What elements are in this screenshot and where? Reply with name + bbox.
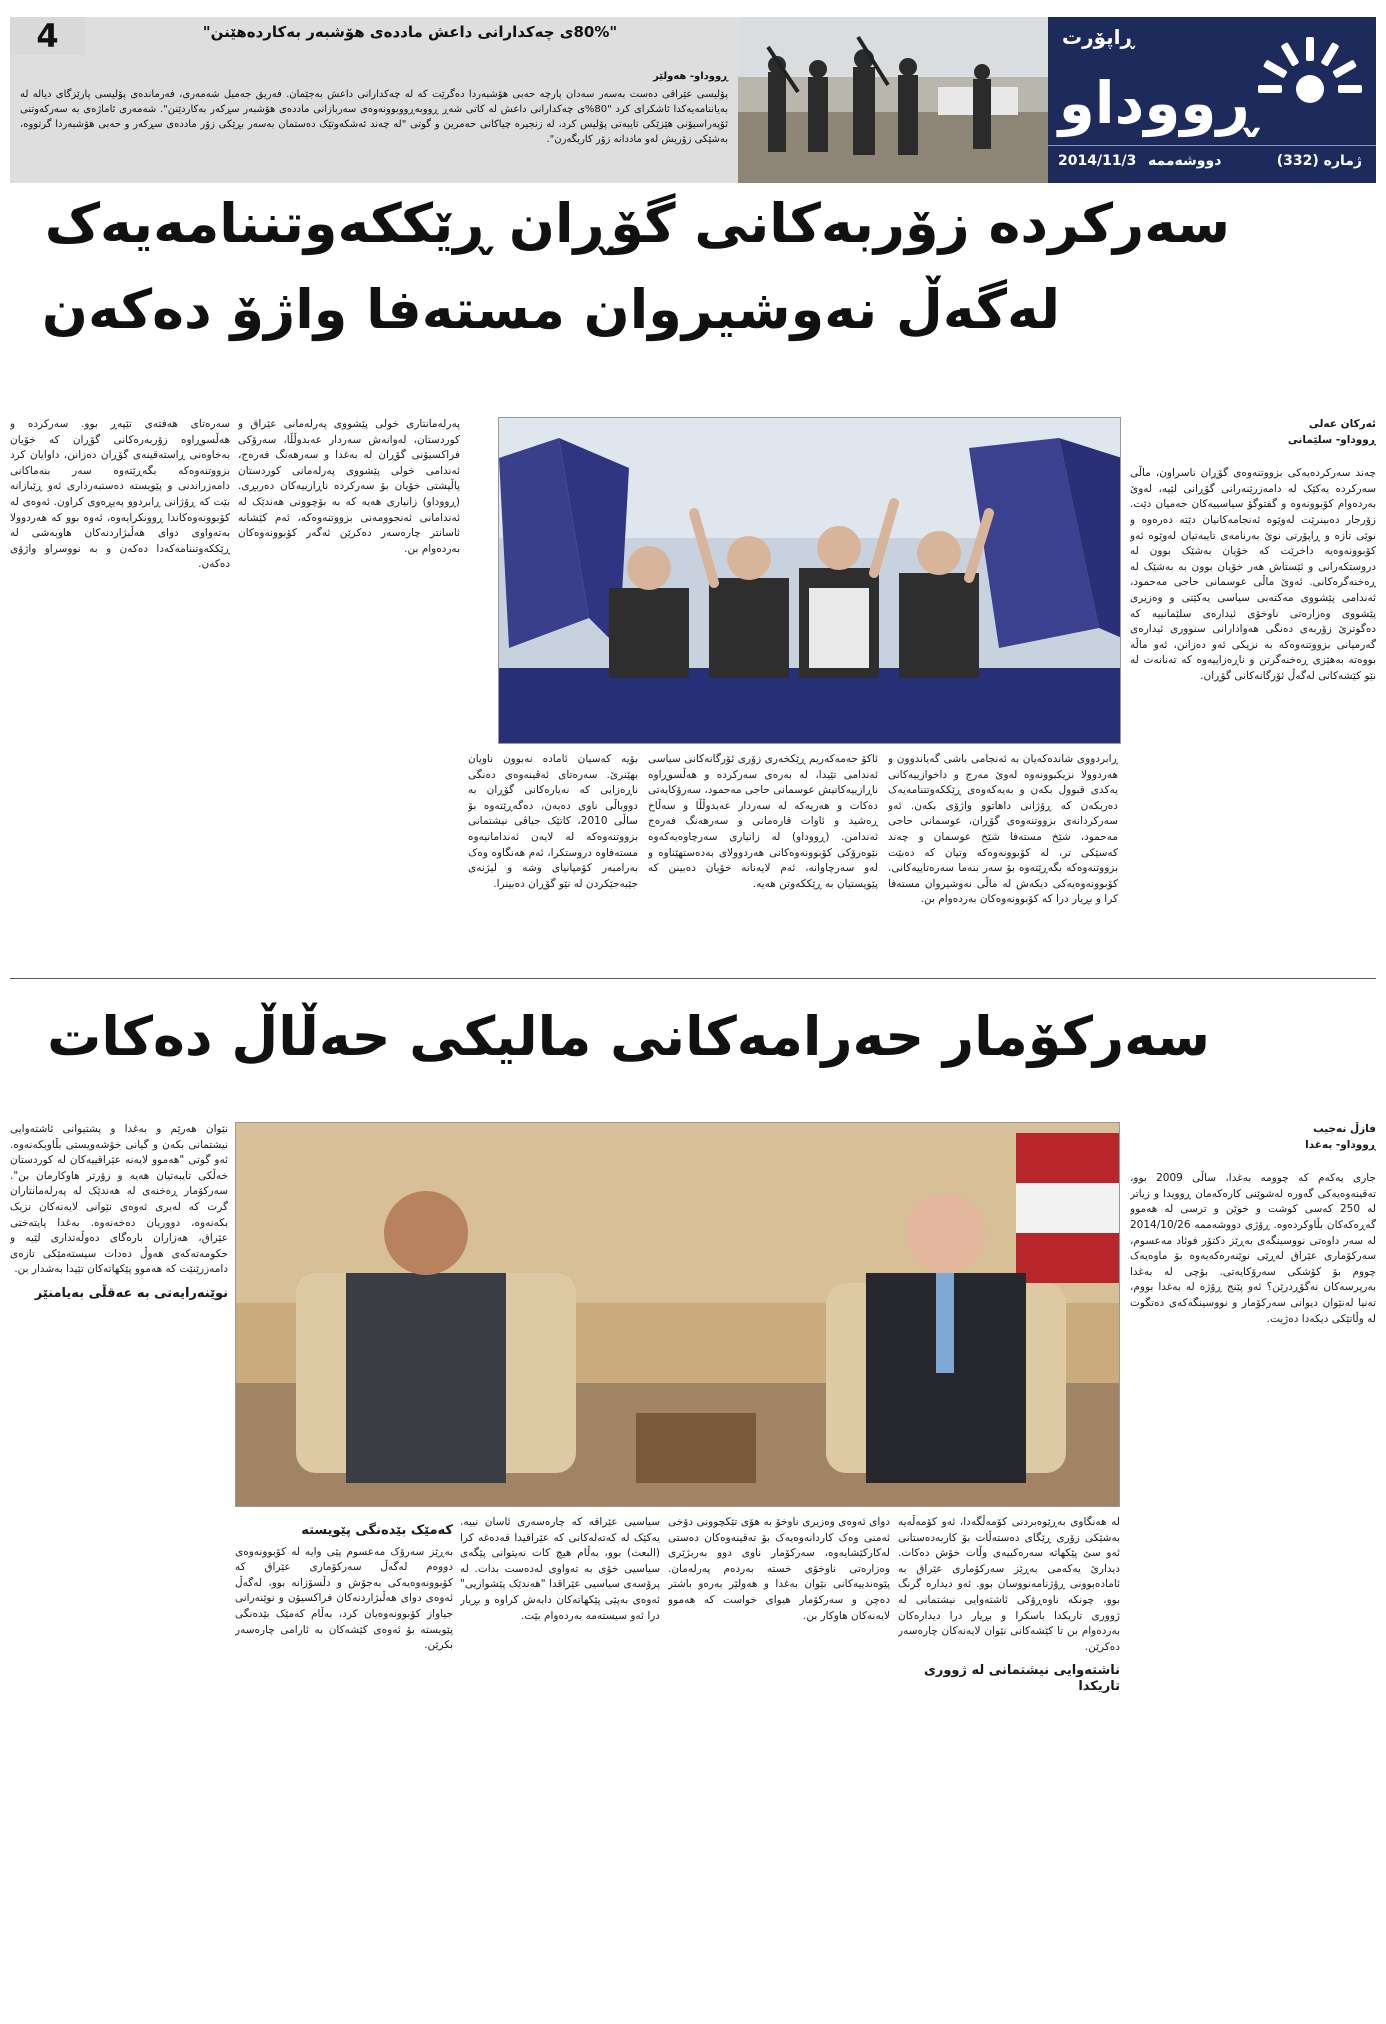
- story-divider: [10, 978, 1376, 979]
- story2-photo-meeting: [235, 1122, 1120, 1507]
- story1-col2-text: ڕابردووی شاندەکەیان بە ئەنجامی باشی گەیاندوون و هەردوولا نزیکبوونەوە لەوێ مەرج و داخوازییەکانی یەکدی قبوول بکەن و بەیەکەوەی ڕێککەوتننامەیەک دەربکەن کە ڕۆژانی داهاتوو واژۆی بکەن. ئەو سەرکردانەی بزووتنەوەی گۆڕان، عوسمانی حاجی مەحمود، شێخ مستەفا شێخ عوسمان و چەند کەسێکی تر، لە کۆبوونەوەکە وتیان کە دەبێت بزووتنەوەکە بگەڕێتەوە بۆ سەر بنەما سەرەتاییەکانی. کۆبوونەوەیەکی دیکەش لە ماڵی نەوشیروان مستەفا کرا و بڕیار درا کە کۆبوونەوەکان بەردەوام بن.: [888, 753, 1118, 906]
- story1-column-5: [238, 417, 460, 947]
- story1-col5-text: پەرلەمانتاری خولی پێشووی پەرلەمانی عێراق و کوردستان، لەوانەش سەردار عەبدوڵڵا، سەرۆکی فراکسیۆنی گۆڕان لە بەغدا و سەرهەنگ فەرەج، ئەندامی خولی پێشووی پەرلەمانی کوردستان پاڵپشتی خۆیان بۆ سەرکردە ناڕازییەکان دەربڕی. (ڕووداو) زانیاری هەیە کە بە بۆچوونی هەندێک لە ئەندامانی ئەنجوومەنی بزووتنەوەکە، ئەم کێشانە ئاسانتر چارەسەر دەکرێن ئەگەر کۆبوونەوەکان بەردەوام بن.: [238, 418, 460, 555]
- story2-col2-text: لە هەنگاوی بەڕێوەبردنی کۆمەڵگەدا، ئەو کۆمەڵەیە بەشێکی زۆری ڕێگای دەستەڵات بۆ کاربەدەستانی ئەو سێ پێکهاتە سەرەکییەی وڵات خۆش دەکات. دیدارێ یەکەمی بەڕێز سەرکۆماری عێراق بە ئامادەبوونی ڕۆژنامەنووسان بوو. ئەو دیدارە گرنگ بوو، چونکە ناوەڕۆکی ئاشتەوایی نیشتمانی لە ژووری تاریکدا باسکرا و بڕیار درا دیدارەکان بەردەوام بن تا کێشەکانی نێوان لایەنەکان چارەسەر دەکرێن.: [898, 1516, 1120, 1653]
- story1-col6-text: سەرەتای هەفتەی تێپەڕ بوو. سەرکردە و هەڵسوڕاوە زۆربەرەکانی گۆڕان کە خۆیان بەخاوەنی ڕاستەقینەی گۆڕان دەزانن، داوایان کرد بزووتنەوەکە بگەڕێتەوە سەر بنەماکانی دامەزراندنی و پێویستە دەستبەرداری ئەو ڕێبازانە بێت کە ڕۆژانی ڕابردوو پەیڕەوی کراون. ئەوەی لە کۆبوونەوەکاندا ڕوونکرایەوە، ئەوە بوو کە هەردوولا بەتەواوی دوای هەڵبژاردنەکان هاوبەشی لە ڕێککەوتننامەکەدا دەکەن و بە نووسراو واژۆی دەکەن.: [10, 418, 230, 571]
- story2-headline: سەرکۆمار حەرامەکانی مالیکی حەڵاڵ دەکات: [47, 1005, 1210, 1068]
- story2-subhead-silence: کەمێک بێدەنگی پێویستە: [301, 1523, 453, 1538]
- story1-column-6: [10, 417, 230, 947]
- story1-byline-author: ئەرکان عەلی: [1308, 418, 1376, 430]
- teaser-title: "80%ی چەکدارانی داعش ماددەی هۆشبەر بەکاردەهێنن": [202, 23, 618, 41]
- story2-col6-text: نێوان هەرێم و بەغدا و پشتیوانی ئاشتەوایی نیشتمانی بکەن و گیانی خۆشەویستی بڵاوبکەنەوە. ئەو گوتی "هەموو لایەنە عێراقییەکان لە کوردستان خەڵکی تایبەتیان هەیە و زۆرتر هاوکارمان بن". سەرکۆمار ڕەخنەی لە هەندێک لە پەرلەمانتاران گرت کە لەبری ئەوەی نێوانی لایەنەکان نزیک بکەنەوە، دووریان دەخەنەوە. بەغدا پایتەختی عێراق، هەزاران بارەگای دەوڵەتداری لێیە و حکومەتەکەی هەوڵ دەدات سیستەمێکی تازەی دامەزرێنێت کە هەموو پێکهاتەکان تێیدا بەشدار بن.: [10, 1123, 228, 1276]
- story1-column-4: [468, 752, 638, 947]
- story2-subhead-representation: نوێنەرایەتی بە عەقڵی بەیامنێر: [34, 1285, 228, 1301]
- story1-column-3: [648, 752, 878, 947]
- story2-column-5: [235, 1515, 453, 2015]
- story1-col4-text: بۆیە کەسیان ئامادە نەبوون ناویان بهێنرێ. سەرەتای ئەڤینەوەی دەنگی ناڕەزایی کە نەیارەکانی گۆڕان بە دووباڵی ناوی دەبەن، دەگەڕێتەوە بۆ ساڵی 2010، کاتێک جیاڤی نیشتمانی بزووتنەوەکە لە لایەن ئەندامانیەوە مستەفاوە دروستکرا، ئەم هەنگاوە وەک بەرامبەر کۆمپانیای وشە و لیژنەی جێبەجێکردن لە نێو گۆڕان دەبینرا.: [468, 753, 638, 890]
- story1-col1-text: چەند سەرکردەیەکی بزووتنەوەی گۆڕان ناسراون، ماڵی سەرکردە یەکێک لە دامەزرێنەرانی گۆڕانی لێیە، لەوێ بەردەوام کۆبوونەوە و گفتوگۆ سیاسییەکان جەمیان دێت. زۆرجار دەبینرێت لەوێوە ئەنجامەکانیان دێتە دەرەوە و نوێی تازە و ڕاپۆرتی نوێ بەرنامەی تایبەتیان لەوێوە ئەو کۆبوونەوەیە داخرێت کە خۆیان بەشێک بوون لە دروستکەرانی و ئێستاش هەر خۆیان بوون بە بەشێک لە ڕەخنەگرەکانی. ئەوێ ماڵی عوسمانی حاجی مەحمود، ئەندامی پێشووی مەکتەبی سیاسی یەکێتی و وەزیری پێشووی وەزارەتی ناوخۆی ئیدارەی سلێمانییە کە دەگوترێ زۆربەی دەنگی هەوادارانی سنووری ئیدارەی گەرمیانی بزووتنەوەکە بە نزیکی ئەو دەزانن، ئەو ماڵە بووەتە بەهێزی ڕەخنەگرتن و ناڕەزاییەوە کە تەنانەت لە نێو کێشەکانی لەگەڵ ئۆرگانەکانی گۆڕان.: [1130, 467, 1376, 682]
- story2-col5-text: بەڕێز سەرۆک مەعسوم پێی وایە لە کۆبوونەوەی دووەم لەگەڵ سەرکۆماری عێراق کە کۆبوونەوەیەکی بەجۆش و دڵسۆزانە بوو، لەگەڵ ئەوەی دوای هەڵبژاردنەکان فراکسیۆن و نوێنەرانی جیاواز کۆبوونەوەیان کرد، بەڵام کەمێک بێدەنگی پێویستە بۆ ئەوەی کێشەکان بە ئارامی چارەسەر بکرێن.: [235, 1545, 453, 1652]
- story1-byline-place: ڕووداو- سلێمانی: [1287, 433, 1376, 446]
- story2-subhead-reconciliation: ناشتەوایی نیشتمانی لە ژووری تاریکدا: [923, 1663, 1120, 1694]
- teaser-box: [10, 17, 738, 183]
- page-number: 4: [10, 17, 85, 55]
- story2-column-6: [10, 1122, 228, 2017]
- story2-column-2: [898, 1515, 1120, 2015]
- section-label: ڕاپۆرت: [1062, 25, 1135, 49]
- masthead: [1048, 17, 1376, 183]
- story1-headline-line1: سەرکردە زۆربەکانی گۆڕان ڕێککەوتننامەیەک: [44, 192, 1230, 255]
- story1-col3-text: ئاکۆ حەمەکەریم ڕێکخەری زۆری ئۆرگانەکانی سیاسی ئەندامی تێیدا، لە بەرەی سەرکردە و هەڵسوڕاوە ناڕازییەکانیش عوسمانی حاجی مەحمود، سەرۆکایەتی دەکات و هەریەکە لە سەردار عەبدوڵڵا و سەڵاح ڕەشید و ئاوات قارەمانی و سەرهەنگ فەرەج ئەندامن. (ڕووداو) لە زانیاری سەرچاوەیەکەوە نێوەرۆکی کۆبوونەوەکانی هەردوولای بەدەستهێناوە و لەو سەرچاوانە، ئەم لایەنانە خۆیان دەبینن کە پێویستیان بە ڕێککەوتن هەیە.: [648, 753, 878, 890]
- story1-headline-line2: لەگەڵ نەوشیروان مستەفا واژۆ دەکەن: [41, 278, 1060, 341]
- issue-date: 2014/11/3: [1058, 153, 1137, 169]
- story1-photo-rally: [498, 417, 1121, 744]
- issue-weekday: دووشەممە: [1148, 153, 1222, 169]
- story2-column-1: [1130, 1122, 1376, 2017]
- teaser-photo-armed-men: [738, 17, 1048, 183]
- brand-logo: ڕووداو: [1058, 69, 1256, 137]
- teaser-byline: ڕووداو- هەولێر: [653, 71, 728, 82]
- story2-column-3: [668, 1515, 890, 2015]
- story2-byline-author: فازڵ نەجیب: [1313, 1123, 1376, 1135]
- masthead-rule: [1048, 145, 1376, 146]
- issue-number: ژمارە (332): [1276, 153, 1362, 169]
- teaser-body: پۆلیسی عێراقی دەست بەسەر سەدان پارچە حەبی هۆشبەردا دەگرێت کە لە چەکدارانی داعش بەجێمان. فەریق جەمیل شەمەری، فەرماندەی پۆلیسی پارێزگای دیالە لە بەیاننامەیەکدا ئاشکرای کرد "80%ی چەکدارانی داعش لە کاتی شەڕ ڕووبەڕووبوونەوەی سەربازانی ماددەی هۆشبەر سڕکەر بەکاردێنن". شەمەری ئاماژەی بە سەرکەوتنی ئۆپەراسیۆنی هێزێکی تایبەتی پۆلیس کرد، لە زنجیرە چیاکانی حەمرین و گوتی "لە چەند ئەشکەوتێک دەستمان بەسەر بڕێکی زۆر ماددەی سڕکەر و حەبی هۆشبەردا گرتووە، بەشێکی زۆریش لەو ماددانە زۆر کاریگەرن".: [20, 89, 728, 145]
- rudaw-logo-icon: [1256, 27, 1364, 135]
- story2-byline-place: ڕووداو- بەغدا: [1305, 1138, 1376, 1151]
- story1-column-1: [1130, 417, 1376, 947]
- story2-col1-text: جاری یەکەم کە چوومە بەغدا، ساڵی 2009 بوو، تەقینەوەیەکی گەورە لەشوێنی کارەکەمان ڕوویدا و زیاتر لە 250 کەسی کوشت و خوێن و ترسی لە هەموو گەڕەکەکان بڵاوکردەوە. ڕۆژی دووشەممە 2014/10/26 لە سەر داوەتی نووسینگەی بەڕێز دکتۆر فوئاد مەعسوم، سەرکۆماری عێراق لەڕێی نوێنەرەکەیەوە بۆ ماوەیەک چووم بۆ کۆشکی سەرۆکایەتی. بۆچی لە بەغدا بەرپرسەکان نەگۆڕدرێن؟ ئەو پێنج ڕۆژە لە بەغدا بووم، تەنیا لەنێوان دیوانی سەرکۆمار و نووسینگەکەی دەتگوت لە وڵاتێکی دیکەدا دەژیت.: [1130, 1172, 1376, 1325]
- story2-column-4: [460, 1515, 660, 2015]
- story1-column-2: [888, 752, 1118, 947]
- story2-col4-text: سیاسیی عێراقە کە چارەسەری ئاسان نییە. یەکێک لە کەتەلەکانی کە عێراقیدا قەدەغە کرا (البعث) بوو، بەڵام هیچ کات نەیتوانی پێگەی سیاسیی خۆی بە تەواوی لەدەست بدات. لە پرۆسەی سیاسیی عێراقدا "هەندێک پێشوازیی" ئەوەی بەپێی پێکهاتەکان دابەش کراوە و بڕیار درا ئەو سیستەمە بەردەوام بێت.: [460, 1516, 660, 1622]
- story2-col3-text: دوای ئەوەی وەزیری ناوخۆ بە هۆی تێکچوونی دۆخی ئەمنی وەک کاردانەوەیەک بۆ تەقینەوەکان دەستی لەکارکێشایەوە، سەرکۆمار ناوی دوو بەربژێری وەزارەتی ناوخۆی خستە بەردەم پەرلەمان. پێوەندییەکانی نێوان بەغدا و هەولێر بەرەو باشتر دەچن و سەرکۆمار هیوای خواست کە هەموو لایەنەکان هاوکار بن.: [668, 1516, 890, 1622]
- page-header: [10, 17, 1376, 183]
